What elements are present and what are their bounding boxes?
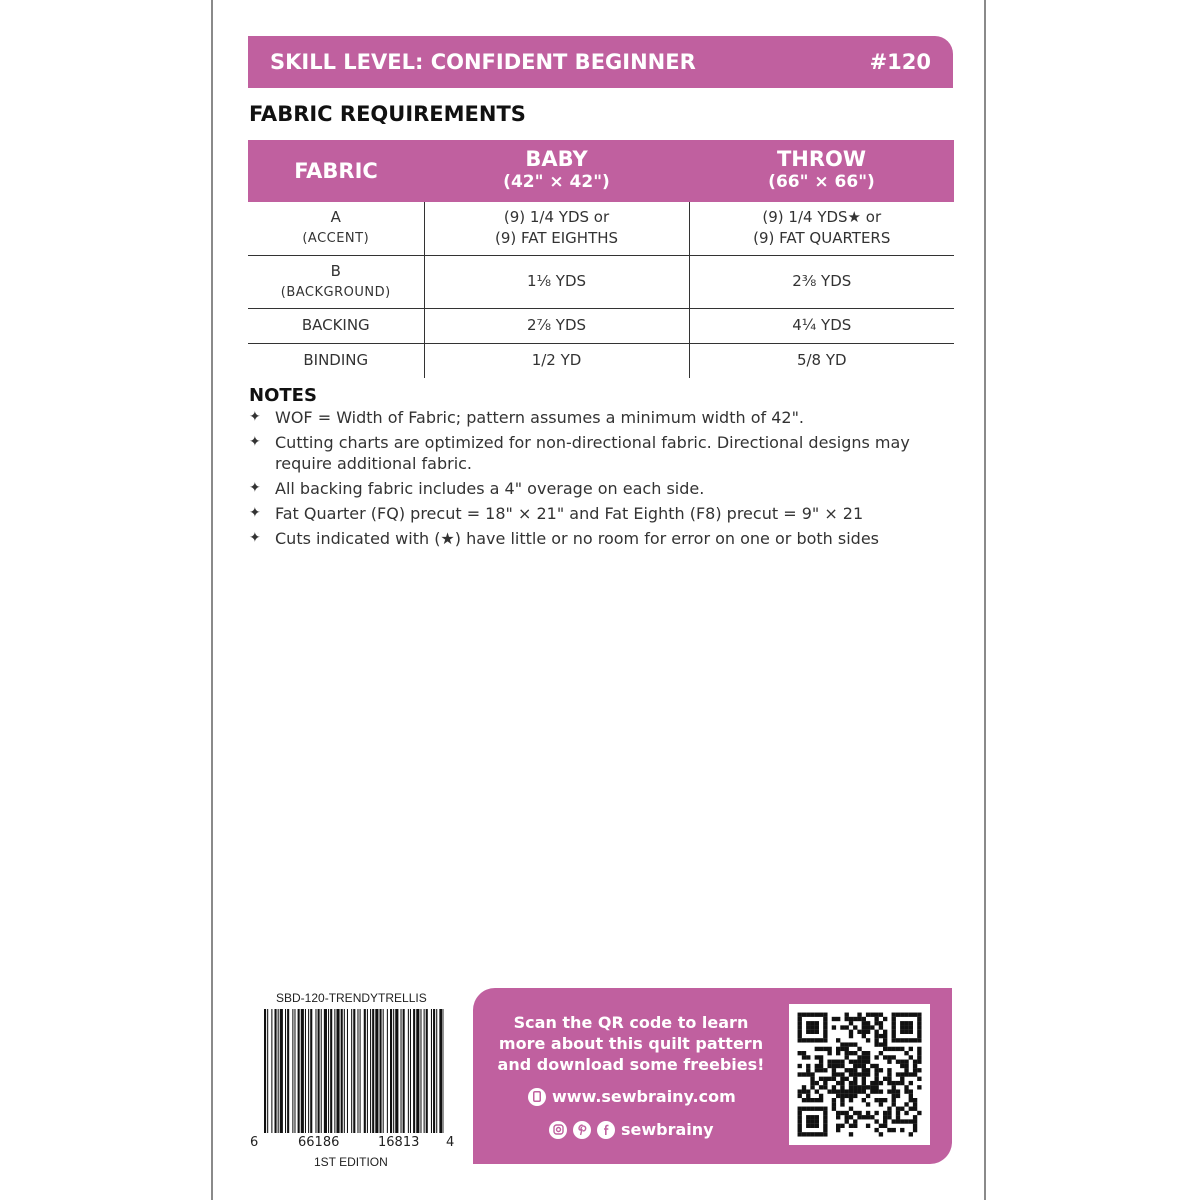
table-row xyxy=(248,255,954,308)
barcode-digits-right: 16813 xyxy=(378,1135,420,1150)
sparkle-bullet-icon: ✦ xyxy=(249,530,261,546)
barcode-digit-first: 6 xyxy=(250,1135,259,1150)
qr-code-image xyxy=(789,1004,930,1145)
table-row xyxy=(248,202,954,255)
website-text: www.sewbrainy.com xyxy=(552,1087,736,1106)
baby-size: (42" × 42") xyxy=(503,172,610,192)
instagram-icon[interactable] xyxy=(549,1121,567,1139)
sku-label: SBD-120-TRENDYTRELLIS xyxy=(276,991,427,1005)
skill-level-text: SKILL LEVEL: CONFIDENT BEGINNER xyxy=(270,50,696,74)
website-link[interactable] xyxy=(528,1087,736,1106)
col-header-fabric: FABRIC xyxy=(248,140,424,202)
fabric-cell: B (BACKGROUND) xyxy=(248,255,424,308)
sparkle-bullet-icon: ✦ xyxy=(249,505,261,521)
barcode-image xyxy=(264,1009,444,1133)
list-item: ✦ Cuts indicated with (★) have little or no room for error on one or both sides xyxy=(249,529,879,548)
qr-promo-panel xyxy=(473,988,952,1164)
throw-cell: 2⅜ YDS xyxy=(689,255,954,308)
table-row xyxy=(248,308,954,343)
skill-level-banner xyxy=(248,36,953,88)
baby-cell: (9) 1/4 YDS or (9) FAT EIGHTHS xyxy=(424,202,689,255)
pattern-number: #120 xyxy=(869,50,931,74)
list-item: ✦ Fat Quarter (FQ) precut = 18" × 21" and Fat Eighth (F8) precut = 9" × 21 xyxy=(249,504,864,523)
throw-cell: (9) 1/4 YDS★ or (9) FAT QUARTERS xyxy=(689,202,954,255)
phone-icon xyxy=(528,1088,546,1106)
col-header-throw: THROW (66" × 66") xyxy=(689,140,954,202)
throw-size: (66" × 66") xyxy=(768,172,875,192)
barcode-digits xyxy=(250,1135,455,1149)
sparkle-bullet-icon: ✦ xyxy=(249,480,261,496)
promo-message: Scan the QR code to learn more about this quilt pattern and download some freebies! xyxy=(497,1013,765,1074)
notes-list xyxy=(249,407,959,553)
list-item: ✦ WOF = Width of Fabric; pattern assumes a minimum width of 42". xyxy=(249,408,805,427)
throw-cell: 5/8 YD xyxy=(689,343,954,378)
social-links[interactable] xyxy=(549,1120,714,1139)
sparkle-bullet-icon: ✦ xyxy=(249,434,261,450)
barcode-digit-last: 4 xyxy=(446,1135,455,1150)
col-header-baby: BABY (42" × 42") xyxy=(424,140,689,202)
fabric-cell: A (ACCENT) xyxy=(248,202,424,255)
pinterest-icon[interactable] xyxy=(573,1121,591,1139)
fabric-requirements-table xyxy=(248,140,954,378)
social-handle: sewbrainy xyxy=(621,1120,714,1139)
list-item: ✦ All backing fabric includes a 4" overage on each side. xyxy=(249,479,705,498)
throw-cell: 4¼ YDS xyxy=(689,308,954,343)
facebook-icon[interactable] xyxy=(597,1121,615,1139)
baby-cell: 1/2 YD xyxy=(424,343,689,378)
fabric-requirements-title: FABRIC REQUIREMENTS xyxy=(249,102,526,126)
baby-cell: 2⅞ YDS xyxy=(424,308,689,343)
sparkle-bullet-icon: ✦ xyxy=(249,409,261,425)
edition-label: 1ST EDITION xyxy=(314,1155,388,1169)
barcode-digits-left: 66186 xyxy=(298,1135,340,1150)
qr-code[interactable] xyxy=(789,1004,930,1145)
fabric-cell: BINDING xyxy=(303,351,369,370)
list-item: ✦ Cutting charts are optimized for non-directional fabric. Directional designs may require additional fabric. xyxy=(249,433,910,473)
notes-title: NOTES xyxy=(249,385,317,406)
fabric-cell: BACKING xyxy=(248,308,424,343)
baby-cell: 1⅛ YDS xyxy=(424,255,689,308)
table-row xyxy=(248,343,954,378)
